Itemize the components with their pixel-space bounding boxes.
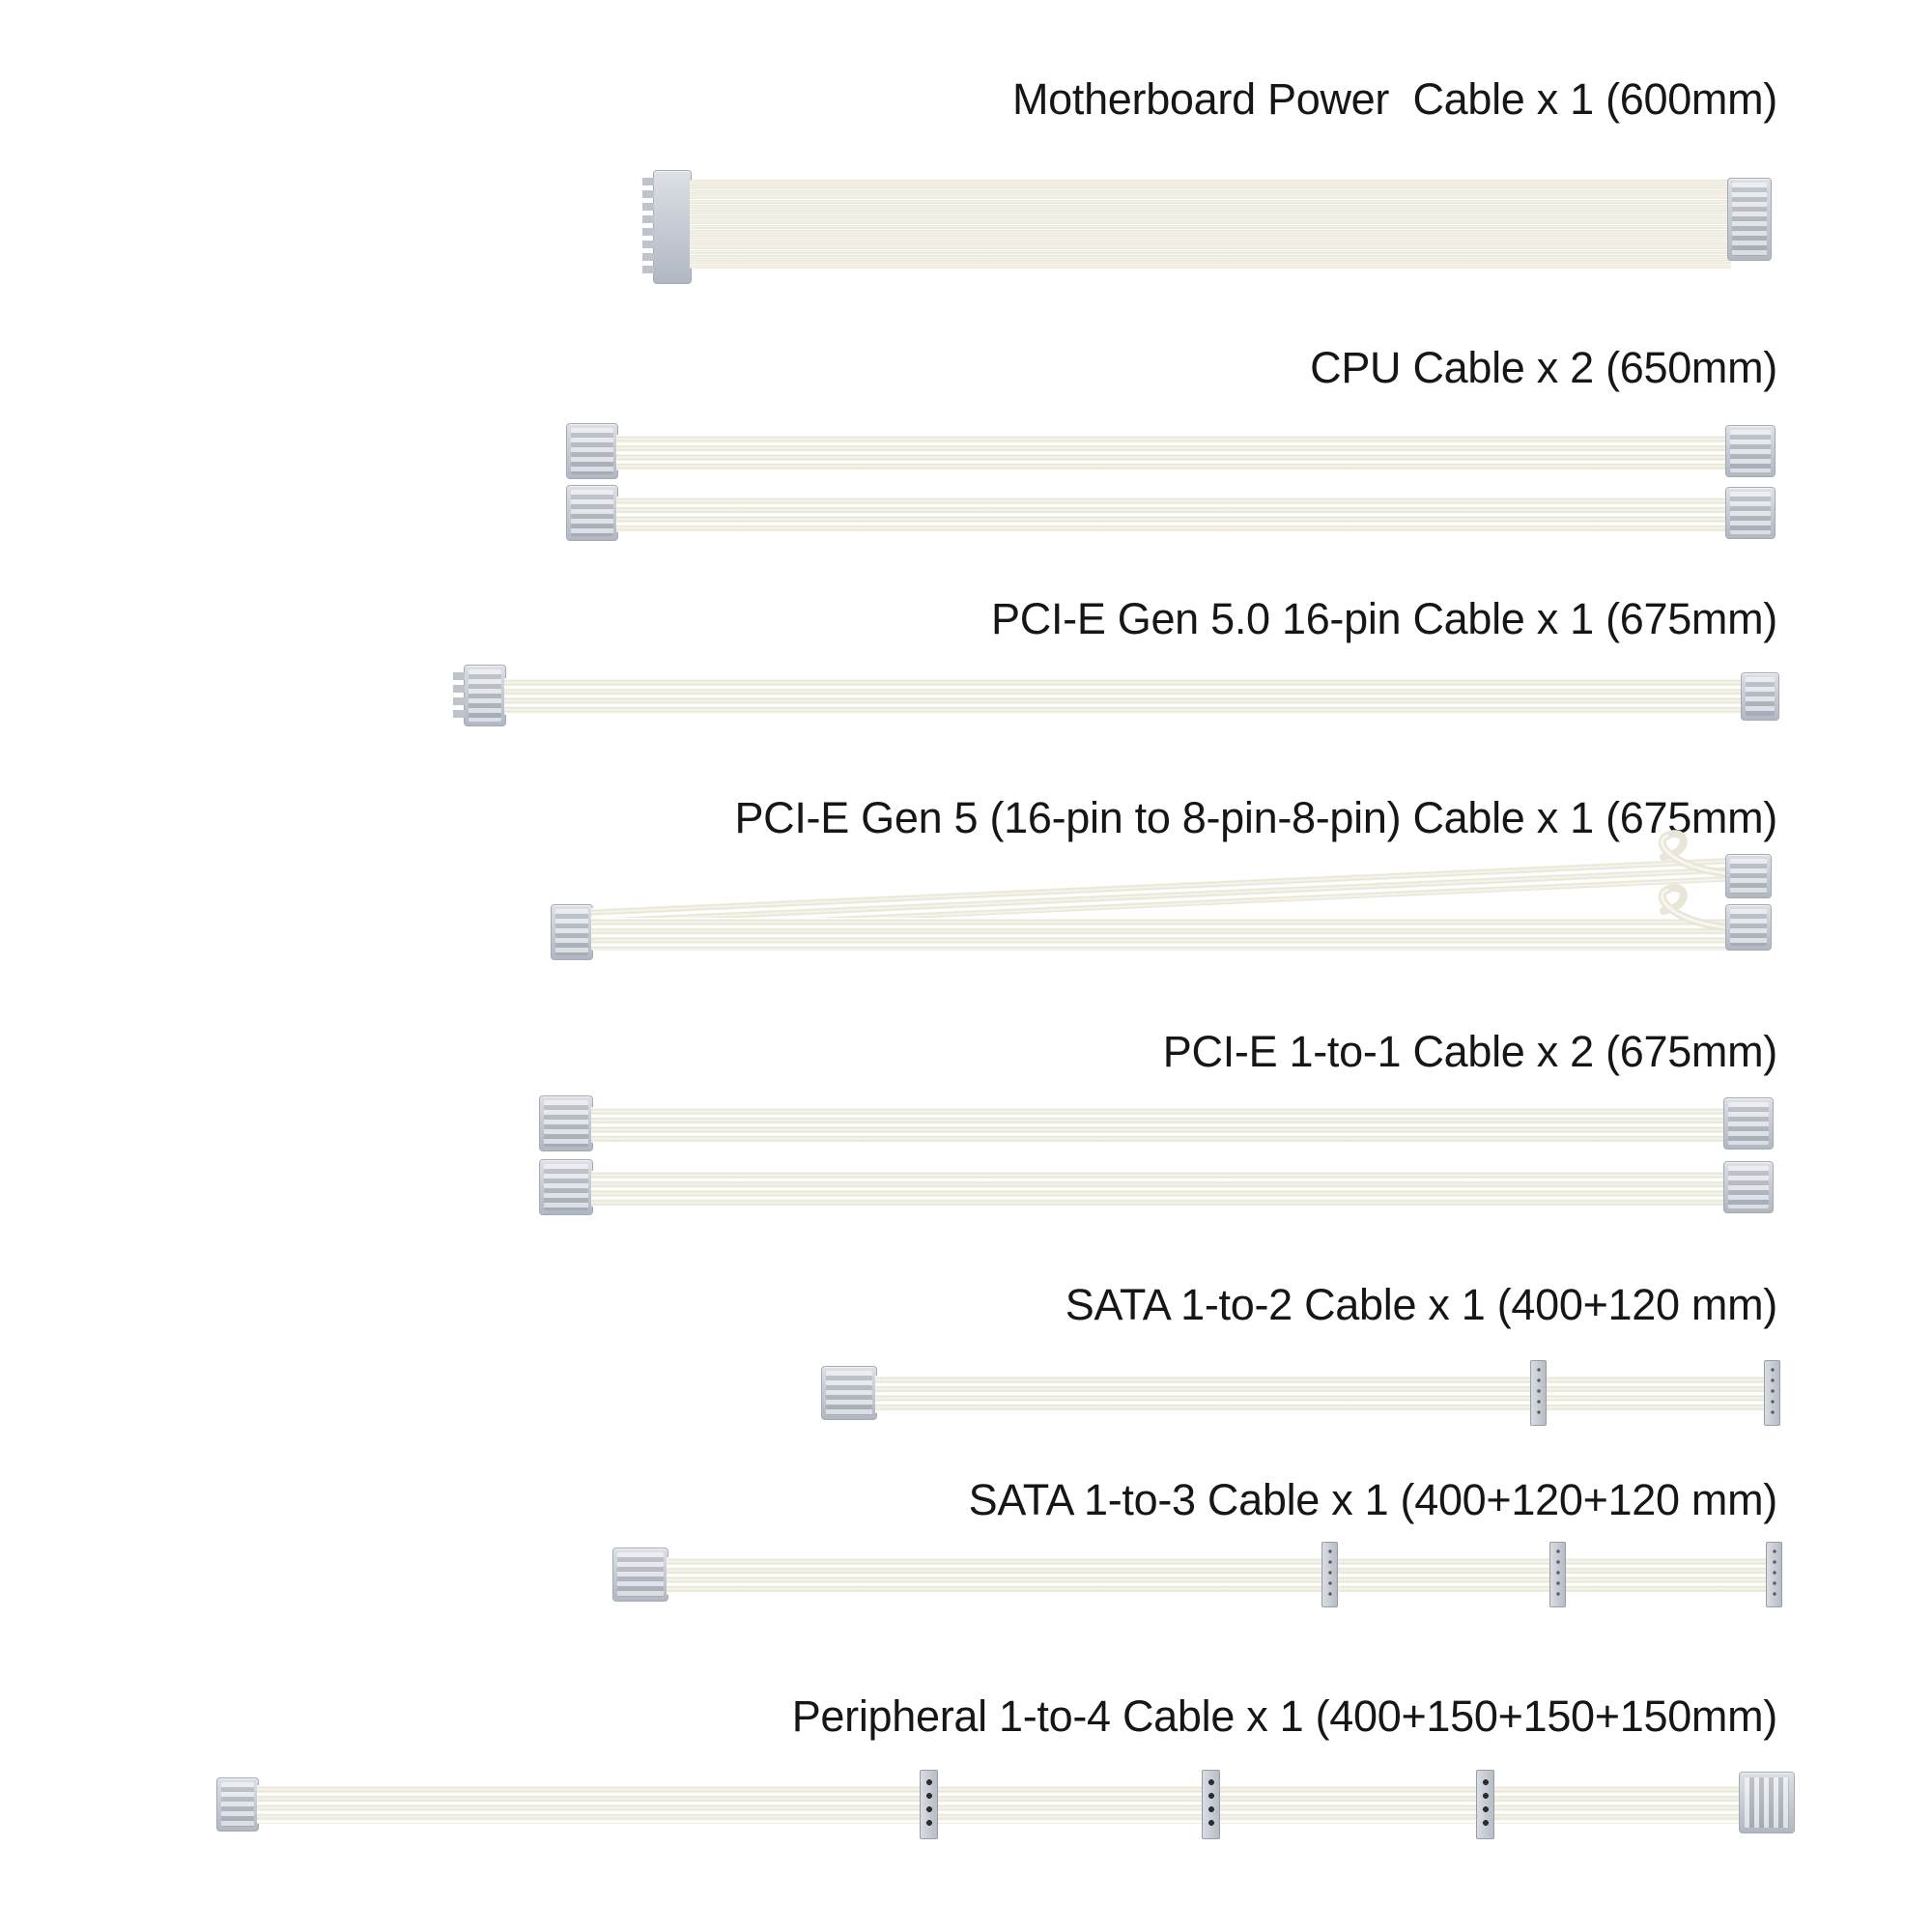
- motherboard-cable-wires: [690, 180, 1731, 269]
- connector-8pin-lower-right: [1725, 904, 1772, 951]
- connector-8pin-left: [566, 485, 618, 541]
- cpu-cable-1-wires: [616, 435, 1727, 470]
- connector-8pin-left: [566, 423, 618, 479]
- inline-sata-connector: [1549, 1542, 1566, 1607]
- connector-8pin-left: [539, 1159, 593, 1215]
- pcie-gen5-16pin-label: PCI-E Gen 5.0 16-pin Cable x 1 (675mm): [991, 594, 1777, 643]
- connector-sata-power-left: [821, 1366, 877, 1420]
- cpu-cable-2-wires: [616, 497, 1727, 532]
- inline-peripheral-connector: [1202, 1770, 1220, 1839]
- connector-8pin-right: [1725, 425, 1776, 477]
- inline-sata-connector: [1321, 1542, 1338, 1607]
- connector-16pin-left: [551, 904, 593, 960]
- connector-8pin-right: [1723, 1097, 1774, 1150]
- pcie-gen5-16pin-wires: [504, 678, 1745, 715]
- pcie-split-lower-branch-wires: [591, 918, 1729, 951]
- pcie-1to1-cable-2-wires: [591, 1171, 1727, 1207]
- connector-8pin-left: [539, 1095, 593, 1151]
- inline-sata-connector: [1530, 1360, 1547, 1426]
- cpu-cable-label: CPU Cable x 2 (650mm): [1310, 343, 1777, 392]
- sata-1to3-wires: [667, 1557, 1774, 1595]
- connector-16pin-right: [1741, 672, 1779, 721]
- motherboard-cable-label: Motherboard Power Cable x 1 (600mm): [1011, 74, 1777, 124]
- connector-sata-power-left: [612, 1548, 668, 1602]
- connector-16pin-left: [464, 665, 506, 726]
- pcie-1to1-cable-1-wires: [591, 1107, 1727, 1143]
- sata-1to2-wires: [875, 1376, 1772, 1413]
- inline-peripheral-connector: [1476, 1770, 1494, 1839]
- connector-4pin-left: [216, 1777, 259, 1832]
- wire-loop: [1636, 881, 1729, 935]
- connector-8pin-right: [1723, 1161, 1774, 1213]
- connector-8pin-upper-right: [1725, 854, 1772, 898]
- peripheral-1to4-wires: [257, 1785, 1745, 1824]
- connector-24pin-right: [1727, 178, 1772, 261]
- end-sata-connector: [1764, 1360, 1780, 1426]
- connector-8pin-right: [1725, 487, 1776, 539]
- sata-1to2-label: SATA 1-to-2 Cable x 1 (400+120 mm): [1065, 1280, 1777, 1329]
- connector-24pin-left: [653, 170, 692, 284]
- pcie-1to1-label: PCI-E 1-to-1 Cable x 2 (675mm): [1162, 1027, 1777, 1076]
- wire-loop: [1636, 827, 1729, 881]
- peripheral-1to4-label: Peripheral 1-to-4 Cable x 1 (400+150+150+150mm): [791, 1691, 1777, 1741]
- end-sata-connector: [1766, 1542, 1782, 1607]
- sata-1to3-label: SATA 1-to-3 Cable x 1 (400+120+120 mm): [968, 1475, 1777, 1524]
- end-peripheral-connector: [1739, 1772, 1795, 1833]
- inline-peripheral-connector: [920, 1770, 938, 1839]
- pcie-gen5-split-label: PCI-E Gen 5 (16-pin to 8-pin-8-pin) Cable x 1 (675mm): [734, 793, 1777, 842]
